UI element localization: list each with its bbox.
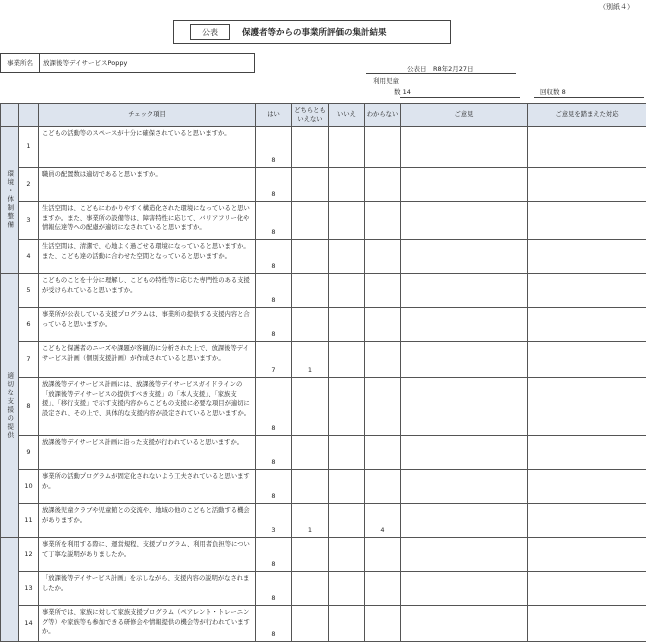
answer-unknown	[365, 538, 401, 572]
answer-yes: 8	[256, 274, 292, 308]
question-text: 生活空間は、清潔で、心地よく過ごせる環境になっていると思いますか。また、こども達の活動に合わせた空間となっていると思いますか。	[39, 240, 256, 274]
category-support: 適切な支援の提供	[1, 274, 19, 538]
answer-no	[329, 436, 365, 470]
facility-name-value: 放課後等デイサービスPoppy	[39, 53, 255, 73]
underline	[366, 73, 516, 74]
opinion-cell	[401, 202, 528, 240]
opinion-cell	[401, 127, 528, 168]
facility-name-label: 事業所名	[0, 53, 40, 73]
header-yes: はい	[256, 104, 292, 127]
opinion-cell	[401, 436, 528, 470]
answer-neutral	[292, 572, 329, 606]
publish-date: 公表日 R8年2月27日	[407, 64, 474, 73]
opinion-cell	[401, 538, 528, 572]
answer-yes: 7	[256, 342, 292, 378]
header-blank	[1, 104, 19, 127]
answer-yes: 8	[256, 127, 292, 168]
answer-no	[329, 378, 365, 436]
answer-yes: 8	[256, 470, 292, 504]
answer-unknown	[365, 308, 401, 342]
page-title: 保護者等からの事業所評価の集計結果	[242, 26, 387, 38]
answer-unknown	[365, 606, 401, 642]
answer-neutral	[292, 202, 329, 240]
response-cell	[528, 538, 646, 572]
question-text: 職員の配置数は適切であると思いますか。	[39, 168, 256, 202]
responses-count: 回収数 8	[540, 87, 566, 96]
response-cell	[528, 127, 646, 168]
answer-no	[329, 202, 365, 240]
response-cell	[528, 572, 646, 606]
answer-unknown	[365, 168, 401, 202]
header-unknown: わからない	[365, 104, 401, 127]
answer-unknown	[365, 378, 401, 436]
row-number: 4	[19, 240, 39, 274]
answer-unknown	[365, 274, 401, 308]
answer-yes: 8	[256, 168, 292, 202]
opinion-cell	[401, 274, 528, 308]
users-count: 数 14	[394, 87, 411, 96]
answer-neutral: 1	[292, 342, 329, 378]
answer-unknown	[365, 436, 401, 470]
opinion-cell	[401, 470, 528, 504]
answer-unknown: 4	[365, 504, 401, 538]
header-opinion: ご意見	[401, 104, 528, 127]
header-neutral: どちらともいえない	[292, 104, 329, 127]
underline	[534, 97, 644, 98]
row-number: 6	[19, 308, 39, 342]
answer-no	[329, 606, 365, 642]
response-cell	[528, 168, 646, 202]
answer-neutral	[292, 470, 329, 504]
users-label: 利用児童	[373, 76, 399, 85]
answer-yes: 8	[256, 436, 292, 470]
row-number: 13	[19, 572, 39, 606]
row-number: 1	[19, 127, 39, 168]
row-number: 14	[19, 606, 39, 642]
question-text: 事業所が公表している支援プログラムは、事業所の提供する支援内容と合っていると思いますか。	[39, 308, 256, 342]
underline	[400, 97, 520, 98]
answer-neutral	[292, 240, 329, 274]
publish-badge: 公表	[190, 24, 230, 40]
question-text: こどもの活動等のスペースが十分に確保されていると思いますか。	[39, 127, 256, 168]
opinion-cell	[401, 504, 528, 538]
answer-yes: 8	[256, 308, 292, 342]
response-cell	[528, 436, 646, 470]
question-text: こどもと保護者のニーズや課題が客観的に分析された上で、放課後等デイサービス計画（個別支援計画）が作成されていると思いますか。	[39, 342, 256, 378]
response-cell	[528, 378, 646, 436]
header-blank	[19, 104, 39, 127]
answer-yes: 8	[256, 240, 292, 274]
question-text: 事業所を利用する際に、運営規程、支援プログラム、利用者負担等について丁寧な説明がありましたか。	[39, 538, 256, 572]
opinion-cell	[401, 308, 528, 342]
answer-neutral	[292, 378, 329, 436]
row-number: 3	[19, 202, 39, 240]
answer-unknown	[365, 240, 401, 274]
opinion-cell	[401, 572, 528, 606]
row-number: 7	[19, 342, 39, 378]
question-text: こどものことを十分に理解し、こどもの特性等に応じた専門性のある支援が受けられていると思いますか。	[39, 274, 256, 308]
answer-unknown	[365, 342, 401, 378]
opinion-cell	[401, 240, 528, 274]
answer-neutral	[292, 606, 329, 642]
response-cell	[528, 202, 646, 240]
row-number: 2	[19, 168, 39, 202]
row-number: 12	[19, 538, 39, 572]
answer-yes: 8	[256, 606, 292, 642]
answer-unknown	[365, 202, 401, 240]
answer-no	[329, 308, 365, 342]
answer-no	[329, 342, 365, 378]
answer-neutral	[292, 168, 329, 202]
evaluation-table	[0, 103, 646, 642]
opinion-cell	[401, 168, 528, 202]
question-text: 放課後等デイサービス計画には、放課後等デイサービスガイドラインの「放課後等デイサービスの提供すべき支援」の「本人支援」、「家族支援」、「移行支援」で示す支援内容からこどもの支援に必要な項目が適切に設定され、その上で、具体的な支援内容が設定されていると思いますか。	[39, 378, 256, 436]
response-cell	[528, 606, 646, 642]
question-text: 生活空間は、こどもにわかりやすく構造化された環境になっていると思いますか。また、事業所の設備等は、障害特性に応じて、バリアフリー化や情報伝達等への配慮が適切になされていると思いますか。	[39, 202, 256, 240]
question-text: 放課後児童クラブや児童館との交流や、地域の他のこどもと活動する機会がありますか。	[39, 504, 256, 538]
answer-no	[329, 274, 365, 308]
answer-neutral	[292, 127, 329, 168]
answer-yes: 3	[256, 504, 292, 538]
answer-unknown	[365, 572, 401, 606]
question-text: 事業所では、家族に対して家族支援プログラム（ペアレント・トレーニング等）や家族等も参加できる研修会や情報提供の機会等が行われていますか。	[39, 606, 256, 642]
response-cell	[528, 470, 646, 504]
answer-yes: 8	[256, 378, 292, 436]
opinion-cell	[401, 606, 528, 642]
response-cell	[528, 274, 646, 308]
answer-no	[329, 504, 365, 538]
answer-yes: 8	[256, 572, 292, 606]
row-number: 9	[19, 436, 39, 470]
answer-neutral: 1	[292, 504, 329, 538]
response-cell	[528, 504, 646, 538]
category-blank	[1, 538, 19, 642]
answer-no	[329, 127, 365, 168]
answer-no	[329, 168, 365, 202]
header-check-item: チェック項目	[39, 104, 256, 127]
row-number: 5	[19, 274, 39, 308]
answer-neutral	[292, 538, 329, 572]
response-cell	[528, 308, 646, 342]
row-number: 10	[19, 470, 39, 504]
answer-neutral	[292, 308, 329, 342]
question-text: 放課後等デイサービス計画に沿った支援が行われていると思いますか。	[39, 436, 256, 470]
question-text: 「放課後等デイサービス計画」を示しながら、支援内容の説明がなされましたか。	[39, 572, 256, 606]
category-environment: 環境・体制整備	[1, 127, 19, 274]
answer-unknown	[365, 127, 401, 168]
row-number: 8	[19, 378, 39, 436]
answer-neutral	[292, 436, 329, 470]
question-text: 事業所の活動プログラムが固定化されないよう工夫されていると思いますか。	[39, 470, 256, 504]
answer-unknown	[365, 470, 401, 504]
form-number: （別紙４）	[599, 2, 634, 12]
header-response: ご意見を踏まえた対応	[528, 104, 646, 127]
answer-no	[329, 538, 365, 572]
answer-no	[329, 572, 365, 606]
answer-no	[329, 470, 365, 504]
response-cell	[528, 342, 646, 378]
answer-yes: 8	[256, 202, 292, 240]
header-no: いいえ	[329, 104, 365, 127]
answer-no	[329, 240, 365, 274]
opinion-cell	[401, 342, 528, 378]
answer-yes: 8	[256, 538, 292, 572]
answer-neutral	[292, 274, 329, 308]
opinion-cell	[401, 378, 528, 436]
response-cell	[528, 240, 646, 274]
row-number: 11	[19, 504, 39, 538]
